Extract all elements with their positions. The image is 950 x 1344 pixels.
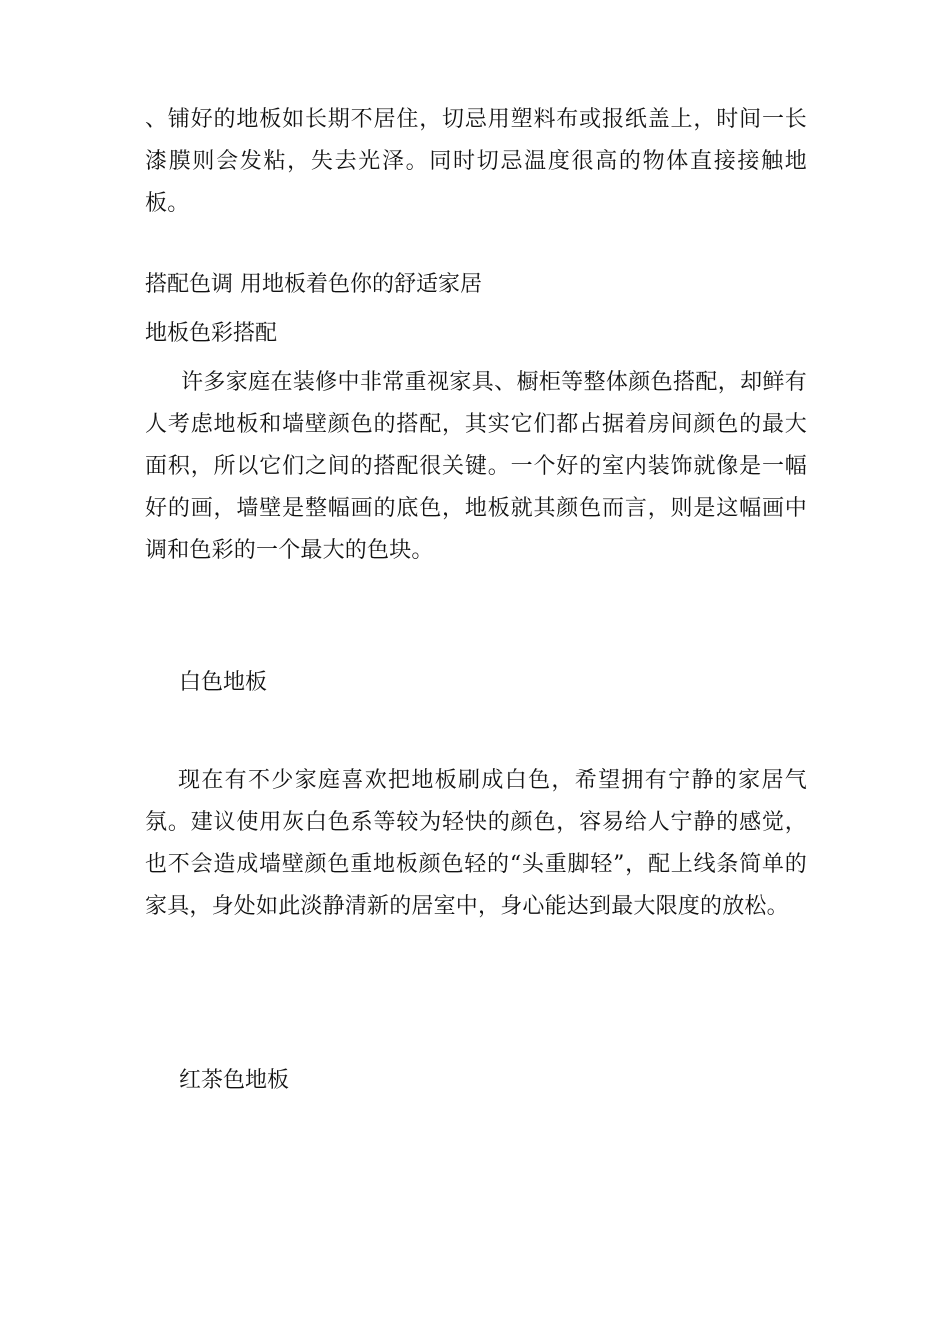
paragraph-color-intro: 许多家庭在装修中非常重视家具、橱柜等整体颜色搭配，却鲜有人考虑地板和墙壁颜色的搭配，其实它们都占据着房间颜色的最大面积，所以它们之间的搭配很关键。一个好的室内装饰就像是一幅好的画，墙壁是整幅画的底色，地板就其颜色而言，则是这幅画中调和色彩的一个最大的色块。 bbox=[145, 370, 807, 563]
paragraph-floor-care: 、铺好的地板如长期不居住，切忌用塑料布或报纸盖上，时间一长漆膜则会发粘，失去光泽。同时切忌温度很高的物体直接接触地板。 bbox=[145, 107, 807, 216]
heading-white-floor: 白色地板 bbox=[179, 670, 268, 695]
paragraph-white-floor: 现在有不少家庭喜欢把地板刷成白色，希望拥有宁静的家居气氛。建议使用灰白色系等较为轻快的颜色，容易给人宁静的感觉，也不会造成墙壁颜色重地板颜色轻的“头重脚轻”，配上线条简单的家具，身处如此淡静清新的居室中，身心能达到最大限度的放松。 bbox=[145, 768, 807, 919]
heading-red-tea-floor: 红茶色地板 bbox=[179, 1068, 290, 1093]
section-heading-color-matching: 搭配色调 用地板着色你的舒适家居 bbox=[145, 272, 482, 297]
subsection-heading-floor-color: 地板色彩搭配 bbox=[145, 321, 278, 346]
